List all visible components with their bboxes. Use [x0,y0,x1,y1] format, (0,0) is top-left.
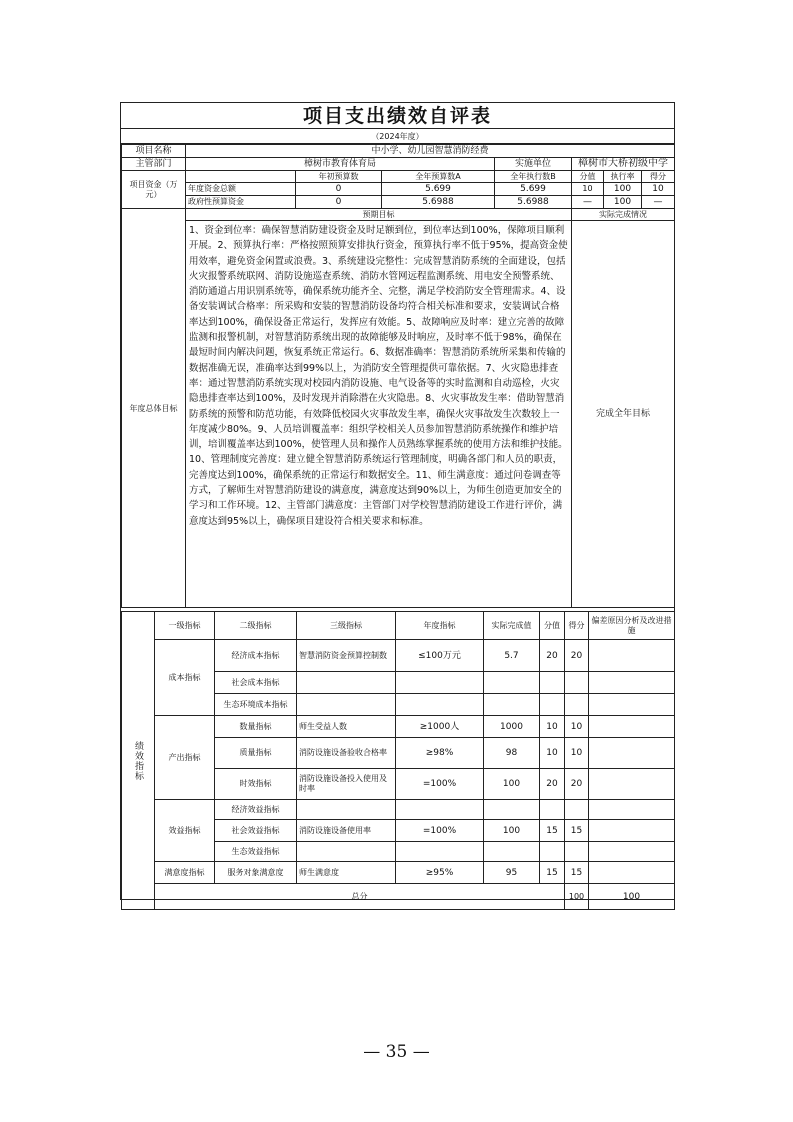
self-evaluation-form [120,102,675,900]
score-cell [565,672,589,694]
funds-header-initial: 年初预算数 [296,171,382,183]
level3-cell [297,842,396,862]
funds-row-initial: 0 [296,183,382,196]
target-cell [396,672,484,694]
score-cell: 20 [565,640,589,672]
score-value-cell: 15 [540,820,565,842]
funds-row-rate: 100 [604,183,642,196]
deviation-cell [589,842,675,862]
level2-cell: 数量指标 [215,716,297,738]
target-cell [396,842,484,862]
funds-row-score: 10 [642,183,675,196]
funds-row-name: 政府性预算资金 [186,196,296,209]
form-year: （2024年度） [121,129,674,144]
level2-cell: 经济效益指标 [215,800,297,820]
performance-label: 绩效指标 [122,612,155,910]
level2-cell: 服务对象满意度 [215,862,297,884]
target-cell: ≥1000人 [396,716,484,738]
funds-row-executed: 5.6988 [495,196,572,209]
expected-goal-header: 预期目标 [186,209,572,221]
level2-cell: 社会成本指标 [215,672,297,694]
score-cell: 15 [565,820,589,842]
expected-goal-text: 1、资金到位率：确保智慧消防建设资金及时足额到位，到位率达到100%，保障项目顺利开展。2、预算执行率：严格按照预算安排执行资金，预算执行率不低于95%，提高资金使用效率，避免资金闲置或浪费。3、系统建设完整性：完成智慧消防系统的全面建设，包括火灾报警系统联网、消防设施巡查系统、消防水管网远程监测系统、用电安全预警系统、消防通道占用识别系统等，确保系统功能齐全、完整，满足学校消防安全管理需求。4、设备安装调试合格率：所采购和安装的智慧消防设备均符合相关标准和要求，安装调试合格率达到100%，确保设备正常运行，发挥应有效能。5、故障响应及时率：建立完善的故障监测和报警机制，对智慧消防系统出现的故障能够及时响应，及时率不低于98%，确保在最短时间内解决问题，恢复系统正常运行。6、数据准确率：智慧消防系统所采集和传输的数据准确无误，准确率达到99%以上，为消防安全管理提供可靠依据。7、火灾隐患排查率：通过智慧消防系统实现对校园内消防设施、电气设备等的实时监测和自动巡检，火灾隐患排查率达到100%，及时发现并消除潜在火灾隐患。8、火灾事故发生率：借助智慧消防系统的预警和防范功能，有效降低校园火灾事故发生率，确保火灾事故发生次数较上一年度减少80%。9、人员培训覆盖率：组织学校相关人员参加智慧消防系统操作和维护培训，培训覆盖率达到100%，使管理人员和操作人员熟练掌握系统的使用方法和维护技能。10、管理制度完善度：建立健全智慧消防系统运行管理制度，明确各部门和人员的职责，完善度达到100%，确保系统的正常运行和数据安全。11、师生满意度：通过问卷调查等方式，了解师生对智慧消防建设的满意度，满意度达到90%以上，为师生创造更加安全的学习和工作环境。12、主管部门满意度：主管部门对学校智慧消防建设工作进行评价，满意度达到95%以上，确保项目建设符合相关要求和标准。 [186,221,572,608]
score-cell: 10 [565,738,589,769]
score-cell: 15 [565,862,589,884]
level2-cell: 时效指标 [215,769,297,800]
level1-satisfaction: 满意度指标 [155,862,215,884]
score-value-cell: 10 [540,716,565,738]
score-cell [565,800,589,820]
level1-output: 产出指标 [155,716,215,800]
funds-row-score-value: 10 [572,183,604,196]
deviation-cell [589,640,675,672]
score-value-cell: 15 [540,862,565,884]
deviation-cell [589,672,675,694]
level2-cell: 生态效益指标 [215,842,297,862]
header-level2: 二级指标 [215,612,297,640]
level3-cell: 师生满意度 [297,862,396,884]
target-cell: =100% [396,820,484,842]
level3-cell [297,694,396,716]
target-cell: =100% [396,769,484,800]
funds-row-name: 年度资金总额 [186,183,296,196]
actual-cell: 5.7 [484,640,540,672]
level3-cell: 消防设施设备使用率 [297,820,396,842]
funds-row-executed: 5.699 [495,183,572,196]
actual-cell [484,842,540,862]
level1-benefit: 效益指标 [155,800,215,862]
funds-header-executed: 全年执行数B [495,171,572,183]
actual-cell [484,694,540,716]
target-cell: ≤100万元 [396,640,484,672]
dept-value: 樟树市教育体育局 [186,158,495,171]
header-level1: 一级指标 [155,612,215,640]
score-value-cell [540,800,565,820]
score-value-cell: 10 [540,738,565,769]
actual-cell: 100 [484,769,540,800]
target-cell [396,694,484,716]
header-actual-value: 实际完成值 [484,612,540,640]
funds-header-rate: 执行率 [604,171,642,183]
score-value-cell: 20 [540,769,565,800]
actual-cell: 100 [484,820,540,842]
actual-cell: 98 [484,738,540,769]
impl-label: 实施单位 [495,158,572,171]
target-cell: ≥95% [396,862,484,884]
deviation-cell [589,738,675,769]
project-name-label: 项目名称 [122,145,186,158]
level2-cell: 质量指标 [215,738,297,769]
funds-row-rate: 100 [604,196,642,209]
total-score-value: 100 [565,884,589,910]
funds-label: 项目资金（万元） [122,171,186,209]
level1-cost: 成本指标 [155,640,215,716]
performance-table [121,611,675,910]
actual-completion-header: 实际完成情况 [572,209,675,221]
deviation-cell [589,716,675,738]
goals-label: 年度总体目标 [122,209,186,608]
actual-cell: 95 [484,862,540,884]
actual-cell: 1000 [484,716,540,738]
level2-cell: 经济成本指标 [215,640,297,672]
project-name-value: 中小学、幼儿园智慧消防经费 [186,145,675,158]
level3-cell: 消防设施设备投入使用及时率 [297,769,396,800]
score-cell: 20 [565,769,589,800]
funds-row-score-value: — [572,196,604,209]
header-annual-target: 年度指标 [396,612,484,640]
level3-cell: 消防设施设备验收合格率 [297,738,396,769]
dept-label: 主管部门 [122,158,186,171]
funds-row-annual: 5.6988 [382,196,495,209]
level2-cell: 社会效益指标 [215,820,297,842]
project-info-table [121,144,675,608]
level3-cell: 师生受益人数 [297,716,396,738]
form-title: 项目支出绩效自评表 [121,103,674,129]
level3-cell: 智慧消防资金预算控制数 [297,640,396,672]
actual-cell [484,800,540,820]
score-cell [565,842,589,862]
total-label: 总分 [155,884,565,910]
page-number: — 35 — [363,1042,430,1062]
funds-header-annual: 全年预算数A [382,171,495,183]
target-cell: ≥98% [396,738,484,769]
header-level3: 三级指标 [297,612,396,640]
total-score: 100 [589,884,675,910]
funds-row-annual: 5.699 [382,183,495,196]
deviation-cell [589,769,675,800]
header-score-value: 分值 [540,612,565,640]
score-cell [565,694,589,716]
deviation-cell [589,862,675,884]
funds-header-score: 得分 [642,171,675,183]
funds-row-initial: 0 [296,196,382,209]
header-score: 得分 [565,612,589,640]
header-deviation: 偏差原因分析及改进措施 [589,612,675,640]
level3-cell [297,672,396,694]
score-value-cell [540,694,565,716]
deviation-cell [589,694,675,716]
level3-cell [297,800,396,820]
score-value-cell [540,672,565,694]
impl-value: 樟树市大桥初级中学 [572,158,675,171]
score-value-cell [540,842,565,862]
deviation-cell [589,800,675,820]
funds-row-score: — [642,196,675,209]
target-cell [396,800,484,820]
deviation-cell [589,820,675,842]
funds-header-score-value: 分值 [572,171,604,183]
score-cell: 10 [565,716,589,738]
actual-cell [484,672,540,694]
level2-cell: 生态环境成本指标 [215,694,297,716]
score-value-cell: 20 [540,640,565,672]
actual-completion-text: 完成全年目标 [572,221,675,608]
